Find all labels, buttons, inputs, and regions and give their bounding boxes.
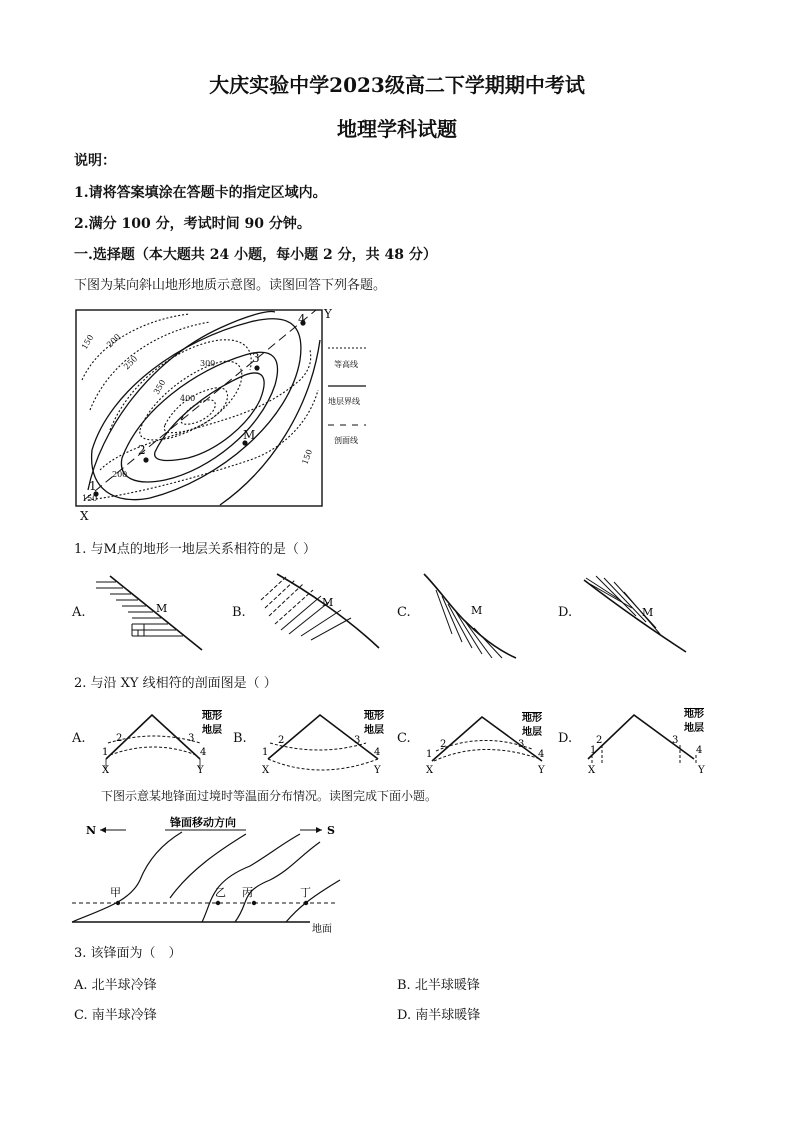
svg-text:1: 1 — [426, 749, 433, 760]
svg-text:150: 150 — [82, 494, 98, 503]
front-diagram — [70, 810, 370, 938]
instructions-heading: 说明： — [74, 153, 116, 169]
svg-text:2: 2 — [138, 443, 146, 457]
exam-title: 大庆实验中学2023级高二下学期期中考试 — [209, 73, 585, 97]
svg-text:地形: 地形 — [364, 711, 384, 722]
svg-text:350: 350 — [151, 378, 168, 396]
svg-text:4: 4 — [538, 749, 545, 760]
q1-option-b-figure — [255, 570, 385, 652]
contour-value-labels — [80, 332, 314, 503]
svg-text:200: 200 — [105, 332, 123, 350]
svg-text:Y: Y — [324, 307, 332, 321]
svg-text:X: X — [102, 765, 110, 775]
svg-text:X: X — [588, 765, 596, 775]
svg-text:N: N — [86, 824, 97, 837]
svg-text:1: 1 — [102, 747, 109, 758]
svg-text:200: 200 — [112, 470, 128, 479]
q2-option-b-figure — [258, 703, 388, 775]
svg-text:X: X — [80, 509, 89, 523]
svg-text:4: 4 — [374, 747, 381, 758]
svg-text:1: 1 — [590, 745, 597, 756]
svg-text:丙: 丙 — [242, 886, 253, 899]
map-legend — [328, 348, 366, 445]
svg-text:锋面移动方向: 锋面移动方向 — [170, 816, 236, 829]
q3-option-b[interactable]: B. 北半球暖锋 — [397, 978, 480, 993]
svg-text:丁: 丁 — [300, 886, 311, 899]
svg-text:地形: 地形 — [684, 709, 704, 720]
exam-subtitle: 地理学科试题 — [337, 117, 457, 141]
svg-text:3: 3 — [354, 735, 361, 746]
svg-text:乙: 乙 — [215, 886, 226, 899]
svg-text:地形: 地形 — [522, 713, 542, 724]
q1-option-a-figure — [92, 572, 207, 654]
svg-text:4: 4 — [696, 745, 703, 756]
svg-text:250: 250 — [122, 354, 140, 372]
syncline-map — [70, 300, 380, 525]
svg-text:3: 3 — [672, 735, 679, 746]
q3-option-c[interactable]: C. 南半球冷锋 — [74, 1008, 157, 1023]
svg-text:Y: Y — [197, 765, 204, 775]
svg-text:等高线: 等高线 — [334, 360, 358, 369]
svg-text:剖面线: 剖面线 — [334, 436, 358, 445]
svg-text:300: 300 — [200, 359, 216, 368]
q1-option-d-figure — [580, 572, 692, 656]
question-3-text: 3. 该锋面为（ ） — [74, 946, 182, 961]
svg-text:M: M — [156, 602, 168, 615]
section-2-intro: 下图示意某地锋面过境时等温面分布情况。读图完成下面小题。 — [101, 789, 438, 803]
isotherm-lines — [72, 832, 340, 922]
q2-option-a-figure — [96, 703, 226, 775]
svg-text:Y: Y — [698, 765, 705, 775]
question-1-text: 1. 与M点的地形一地层关系相符的是（ ） — [74, 542, 316, 557]
svg-text:4: 4 — [298, 312, 306, 326]
svg-text:地层: 地层 — [684, 723, 704, 734]
svg-text:4: 4 — [200, 747, 207, 758]
svg-text:地层: 地层 — [522, 727, 542, 738]
q1-option-c-figure — [418, 570, 523, 662]
svg-text:M: M — [322, 596, 334, 609]
svg-text:地面: 地面 — [312, 924, 332, 935]
q2-option-d-label[interactable]: D. — [558, 731, 573, 746]
svg-text:150: 150 — [300, 448, 315, 466]
q2-option-b-label[interactable]: B. — [233, 731, 247, 746]
q1-option-c-label[interactable]: C. — [397, 605, 411, 620]
svg-text:X: X — [262, 765, 270, 775]
svg-text:地层界线: 地层界线 — [328, 397, 360, 406]
svg-text:3: 3 — [518, 739, 525, 750]
svg-text:2: 2 — [596, 735, 603, 746]
svg-text:M: M — [243, 428, 256, 442]
svg-text:Y: Y — [538, 765, 545, 775]
q3-option-d[interactable]: D. 南半球暖锋 — [397, 1008, 481, 1023]
instruction-item-2: 2.满分 100 分，考试时间 90 分钟。 — [74, 216, 311, 232]
svg-text:1: 1 — [262, 747, 269, 758]
svg-text:150: 150 — [79, 333, 96, 351]
q2-option-c-label[interactable]: C. — [397, 731, 411, 746]
svg-text:3: 3 — [188, 733, 195, 744]
q1-option-b-label[interactable]: B. — [232, 605, 246, 620]
svg-text:2: 2 — [116, 733, 123, 744]
svg-text:M: M — [642, 606, 654, 619]
q2-option-a-label[interactable]: A. — [72, 731, 86, 746]
svg-text:X: X — [426, 765, 434, 775]
svg-text:2: 2 — [440, 739, 447, 750]
svg-text:1: 1 — [89, 479, 97, 493]
svg-text:地形: 地形 — [202, 711, 222, 722]
svg-text:M: M — [471, 604, 483, 617]
question-2-text: 2. 与沿 XY 线相符的剖面图是（ ） — [74, 676, 277, 691]
q1-option-a-label[interactable]: A. — [72, 605, 86, 620]
svg-text:400: 400 — [180, 394, 196, 403]
svg-text:Y: Y — [374, 765, 381, 775]
svg-text:地层: 地层 — [202, 725, 222, 736]
svg-text:S: S — [327, 824, 335, 837]
q2-option-c-figure — [422, 703, 552, 775]
q1-option-d-label[interactable]: D. — [558, 605, 573, 620]
q3-option-a[interactable]: A. 北半球冷锋 — [74, 978, 157, 993]
svg-text:3: 3 — [252, 351, 260, 365]
svg-text:2: 2 — [278, 735, 285, 746]
svg-text:甲: 甲 — [110, 886, 121, 899]
instruction-item-1: 1.请将答案填涂在答题卡的指定区域内。 — [74, 185, 327, 201]
section-heading: 一.选择题（本大题共 24 小题，每小题 2 分，共 48 分） — [74, 247, 437, 263]
section-intro: 下图为某向斜山地形地质示意图。读图回答下列各题。 — [74, 278, 387, 293]
q2-option-d-figure — [584, 703, 714, 775]
svg-text:地层: 地层 — [364, 725, 384, 736]
